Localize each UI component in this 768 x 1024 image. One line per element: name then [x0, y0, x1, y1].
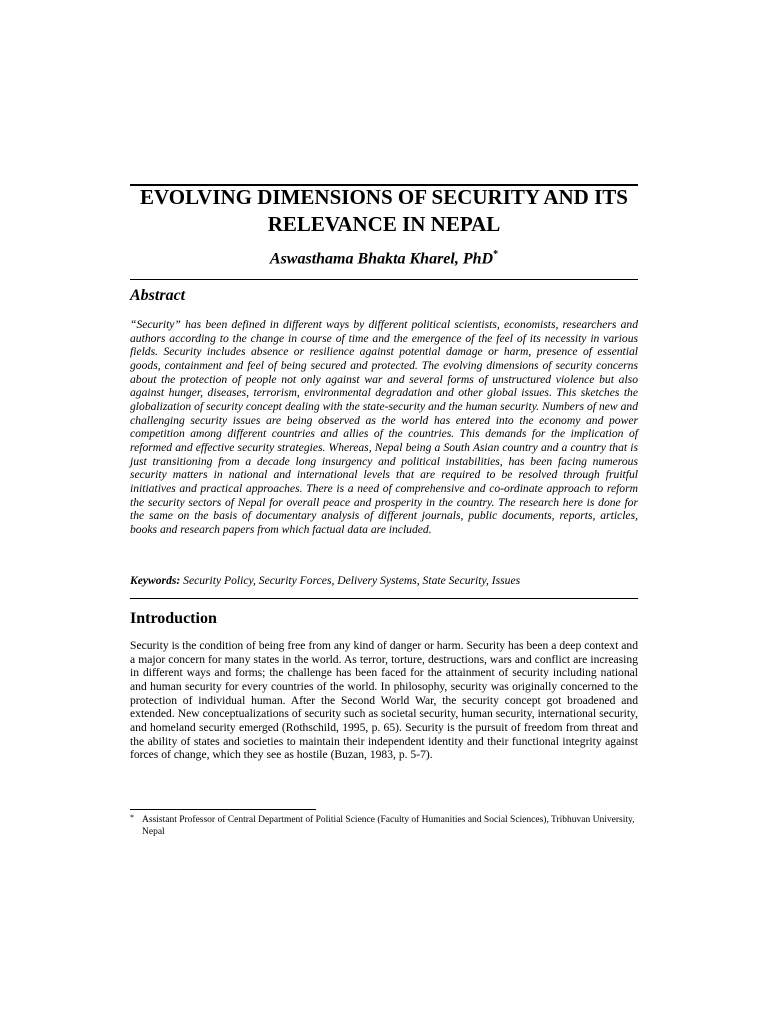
keywords-line — [130, 574, 638, 588]
footnote — [130, 815, 638, 838]
author-bottom-rule — [130, 279, 638, 280]
abstract-text: “Security” has been defined in different ways by different political scientists, economists, researchers and authors according to the change in course of time and the emergence of the feel of its necessity in various fields. Security includes absence or resilience against potential damage or harm, presence of essential goods, containment and feel of being secured and protected. The evolving dimensions of security concerns about the protection of people not only against war and several forms of unstructured violence but also against hunger, diseases, terrorism, environmental degradation and other global issues. This sketches the globalization of security concept dealing with the state-security and the human security. Numbers of new and challenging security issues are being observed as the world has entered into the economy and power competition among different countries and allies of the countries. This demands for the implication of reformed and effective security strategies. Whereas, Nepal being a South Asian country and a country that is just transitioning from a decade long insurgency and political instabilities, has been facing numerous security matters in national and international levels that are required to be resolved through fruitful initiatives and practical approaches. There is a need of comprehensive and co-ordinate approach to reform the security sectors of Nepal for overall peace and prosperity in the country. The research here is done for the same on the basis of documentary analysis of different journals, public documents, reports, articles, books and research papers from which factual data are included. — [130, 318, 638, 536]
paper-title-line-1: EVOLVING DIMENSIONS OF SECURITY AND ITS — [140, 185, 628, 209]
author-footnote-marker: * — [493, 249, 499, 260]
footnote-text: Assistant Professor of Central Department of Politial Science (Faculty of Humanities and Social Sciences), Tribhuvan University, Nepal — [142, 815, 635, 837]
introduction-text: Security is the condition of being free from any kind of danger or harm. Security has been a deep context and a major concern for many states in the world. As terror, torture, destructions, wars and conflict are increasing in different ways and forms; the challenge has been faced for the attainment of security including national and human security for every countries of the world. In philosophy, security was originally concerned to the protection of individual human. After the Second World War, the security concept got broadened and extended. New conceptualizations of security such as societal security, human security, international security, and homeland security emerged (Rothschild, 1995, p. 65). Security is the pursuit of freedom from threat and the ability of states and societies to maintain their independent identity and their functional integrity against forces of change, which they see as hostile (Buzan, 1983, p. 5-7). — [130, 639, 638, 762]
keywords-text: Security Policy, Security Forces, Delivery Systems, State Security, Issues — [180, 574, 521, 587]
footnote-separator — [130, 809, 316, 810]
keywords-bottom-rule — [130, 598, 638, 599]
paper-title-line-2: RELEVANCE IN NEPAL — [267, 212, 501, 236]
abstract-heading: Abstract — [130, 287, 186, 304]
author-line — [130, 249, 638, 268]
author-name: Aswasthama Bhakta Kharel, PhD — [269, 250, 494, 268]
introduction-heading: Introduction — [130, 610, 217, 627]
paper-title — [130, 184, 638, 238]
keywords-label: Keywords: — [130, 574, 181, 587]
footnote-marker: * — [130, 813, 134, 822]
